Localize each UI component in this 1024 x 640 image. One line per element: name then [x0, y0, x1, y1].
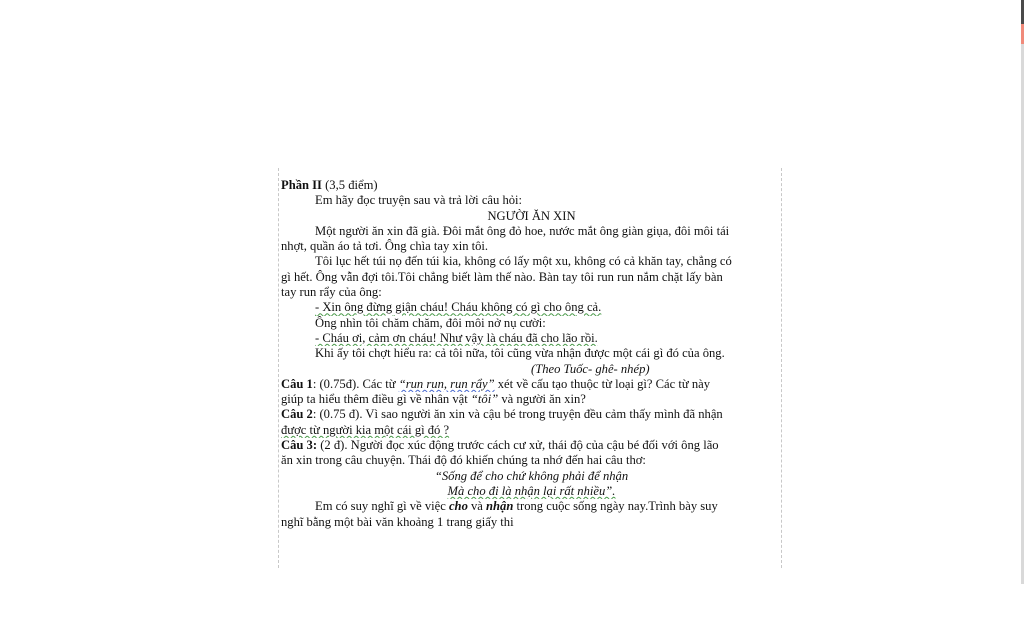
question-2-line-1: Câu 2: (0.75 đ). Vì sao người ăn xin và cậu bé trong truyện đều cảm thấy mình đã nhận: [281, 407, 723, 422]
closing-line-2: nghĩ bằng một bài văn khoảng 1 trang giấy thi: [281, 514, 514, 529]
paragraph-2-line-2: gì hết. Ông vẫn đợi tôi.Tôi chẳng biết làm thế nào. Bàn tay tôi run run nắm chặt lấy bàn: [281, 269, 723, 284]
document-page: [278, 168, 782, 568]
dialogue-line-3: - Cháu ơi, cảm ơn cháu! Như vậy là cháu đã cho lão rồi.: [315, 330, 598, 345]
dialogue-line-2: Ông nhìn tôi chăm chăm, đôi môi nở nụ cười:: [315, 315, 546, 330]
poem-line-2: Mà cho đi là nhận lại rất nhiều”.: [447, 483, 616, 498]
section-heading: Phần II (3,5 điểm): [281, 178, 378, 192]
poem-line-1: “Sống để cho chứ không phải để nhận: [434, 468, 629, 483]
dialogue-line-4: Khi ấy tôi chợt hiểu ra: cả tôi nữa, tôi cũng vừa nhận được một cái gì đó của ông.: [315, 346, 725, 361]
instruction-line: Em hãy đọc truyện sau và trả lời câu hỏi:: [315, 193, 523, 208]
paragraph-2-line-3: tay run rẩy của ông:: [281, 285, 382, 300]
story-title: NGƯỜI ĂN XIN: [487, 208, 576, 223]
left-margin-guide: [278, 168, 279, 568]
paragraph-1-line-2: nhợt, quần áo tả tơi. Ông chìa tay xin tôi.: [281, 239, 489, 254]
question-1-line-2: giúp ta hiểu thêm điều gì về nhân vật “tôi” và người ăn xin?: [281, 392, 586, 407]
question-1-line-1: Câu 1: (0.75đ). Các từ “run run, run rẩy” xét về cấu tạo thuộc từ loại gì? Các từ này: [281, 376, 711, 391]
document-body: [281, 178, 782, 530]
dialogue-line-1: - Xin ông đừng giận cháu! Cháu không có gì cho ông cả.: [315, 300, 602, 315]
paragraph-2-line-1: Tôi lục hết túi nọ đến túi kia, không có lấy một xu, không có cả khăn tay, chẳng có: [315, 254, 732, 269]
paragraph-1-line-1: Một người ăn xin đã già. Đôi mắt ông đỏ hoe, nước mắt ông giàn giụa, đôi môi tái: [315, 223, 730, 238]
question-3-line-1: Câu 3: (2 đ). Người đọc xúc động trước cách cư xử, thái độ của cậu bé đối với ông lão: [281, 438, 719, 453]
story-source: (Theo Tuốc- ghê- nhép): [531, 361, 650, 376]
question-3-line-2: ăn xin trong câu chuyện. Thái độ đó khiến chúng ta nhớ đến hai câu thơ:: [281, 453, 646, 468]
closing-line-1: Em có suy nghĩ gì về việc cho và nhận trong cuộc sống ngày nay.Trình bày suy: [315, 499, 718, 514]
question-2-line-2: được từ người kia một cái gì đó ?: [281, 422, 450, 437]
